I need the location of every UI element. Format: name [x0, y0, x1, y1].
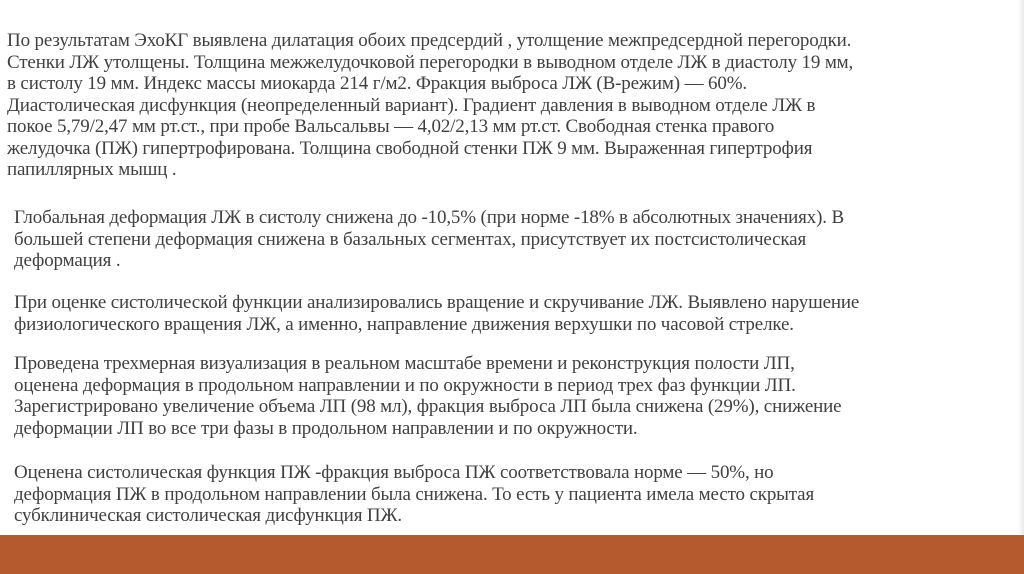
text-line: деформация . — [14, 250, 121, 271]
text-line: желудочка (ПЖ) гипертрофирована. Толщина свободной стенки ПЖ 9 мм. Выраженная гипертрофия — [7, 137, 813, 159]
text-line: Стенки ЛЖ утолщены. Толщина межжелудочковой перегородки в выводном отделе ЛЖ в диастолу 19 мм, — [7, 51, 854, 73]
paragraph-rv-function — [14, 462, 814, 527]
slide-edge-shadow — [1018, 0, 1024, 535]
text-line: папиллярных мышц . — [7, 159, 177, 180]
text-line: деформации ЛП во все три фазы в продольном направлении и по окружности. — [14, 417, 638, 439]
text-line: субклиническая систолическая дисфункция ПЖ. — [14, 505, 402, 526]
text-line: Оценена систолическая функция ПЖ -фракция выброса ПЖ соответствовала норме — 50%, но — [14, 462, 774, 483]
text-line: большей степени деформация снижена в базальных сегментах, присутствует их постсистолическая — [14, 228, 807, 250]
paragraph-3d-visualization — [14, 353, 841, 439]
text-line: Зарегистрировано увеличение объема ЛП (98 мл), фракция выброса ЛП была снижена (29%), снижение — [14, 396, 842, 417]
text-line: Диастолическая дисфункция (неопределенный вариант). Градиент давления в выводном отделе ЛЖ в — [7, 94, 816, 116]
text-line: Глобальная деформация ЛЖ в систолу снижена до -10,5% (при норме -18% в абсолютных значениях). В — [14, 207, 844, 228]
footer-accent-bar — [0, 535, 1024, 574]
text-line: Проведена трехмерная визуализация в реальном масштабе времени и реконструкция полости ЛП, — [14, 353, 795, 374]
text-line: в систолу 19 мм. Индекс массы миокарда 214 г/м2. Фракция выброса ЛЖ (В-режим) — 60%. — [7, 73, 748, 94]
paragraph-echo-findings — [7, 30, 853, 181]
text-line: покое 5,79/2,47 мм рт.ст., при пробе Вальсальвы — 4,02/2,13 мм рт.ст. Свободная стенка правого — [7, 116, 775, 137]
text-line: деформация ПЖ в продольном направлении была снижена. То есть у пациента имела место скрытая — [14, 483, 815, 505]
text-line: физиологического вращения ЛЖ, а именно, направление движения верхушки по часовой стрелке. — [14, 313, 794, 335]
text-line: оценена деформация в продольном направлении и по окружности в период трех фаз функции ЛП. — [14, 374, 796, 396]
text-line: По результатам ЭхоКГ выявлена дилатация обоих предсердий , утолщение межпредсердной перегородки. — [7, 30, 852, 51]
text-line: При оценке систолической функции анализировались вращение и скручивание ЛЖ. Выявлено нарушение — [14, 292, 860, 313]
paragraph-global-deformation — [14, 207, 844, 272]
paragraph-systolic-rotation — [14, 292, 859, 335]
